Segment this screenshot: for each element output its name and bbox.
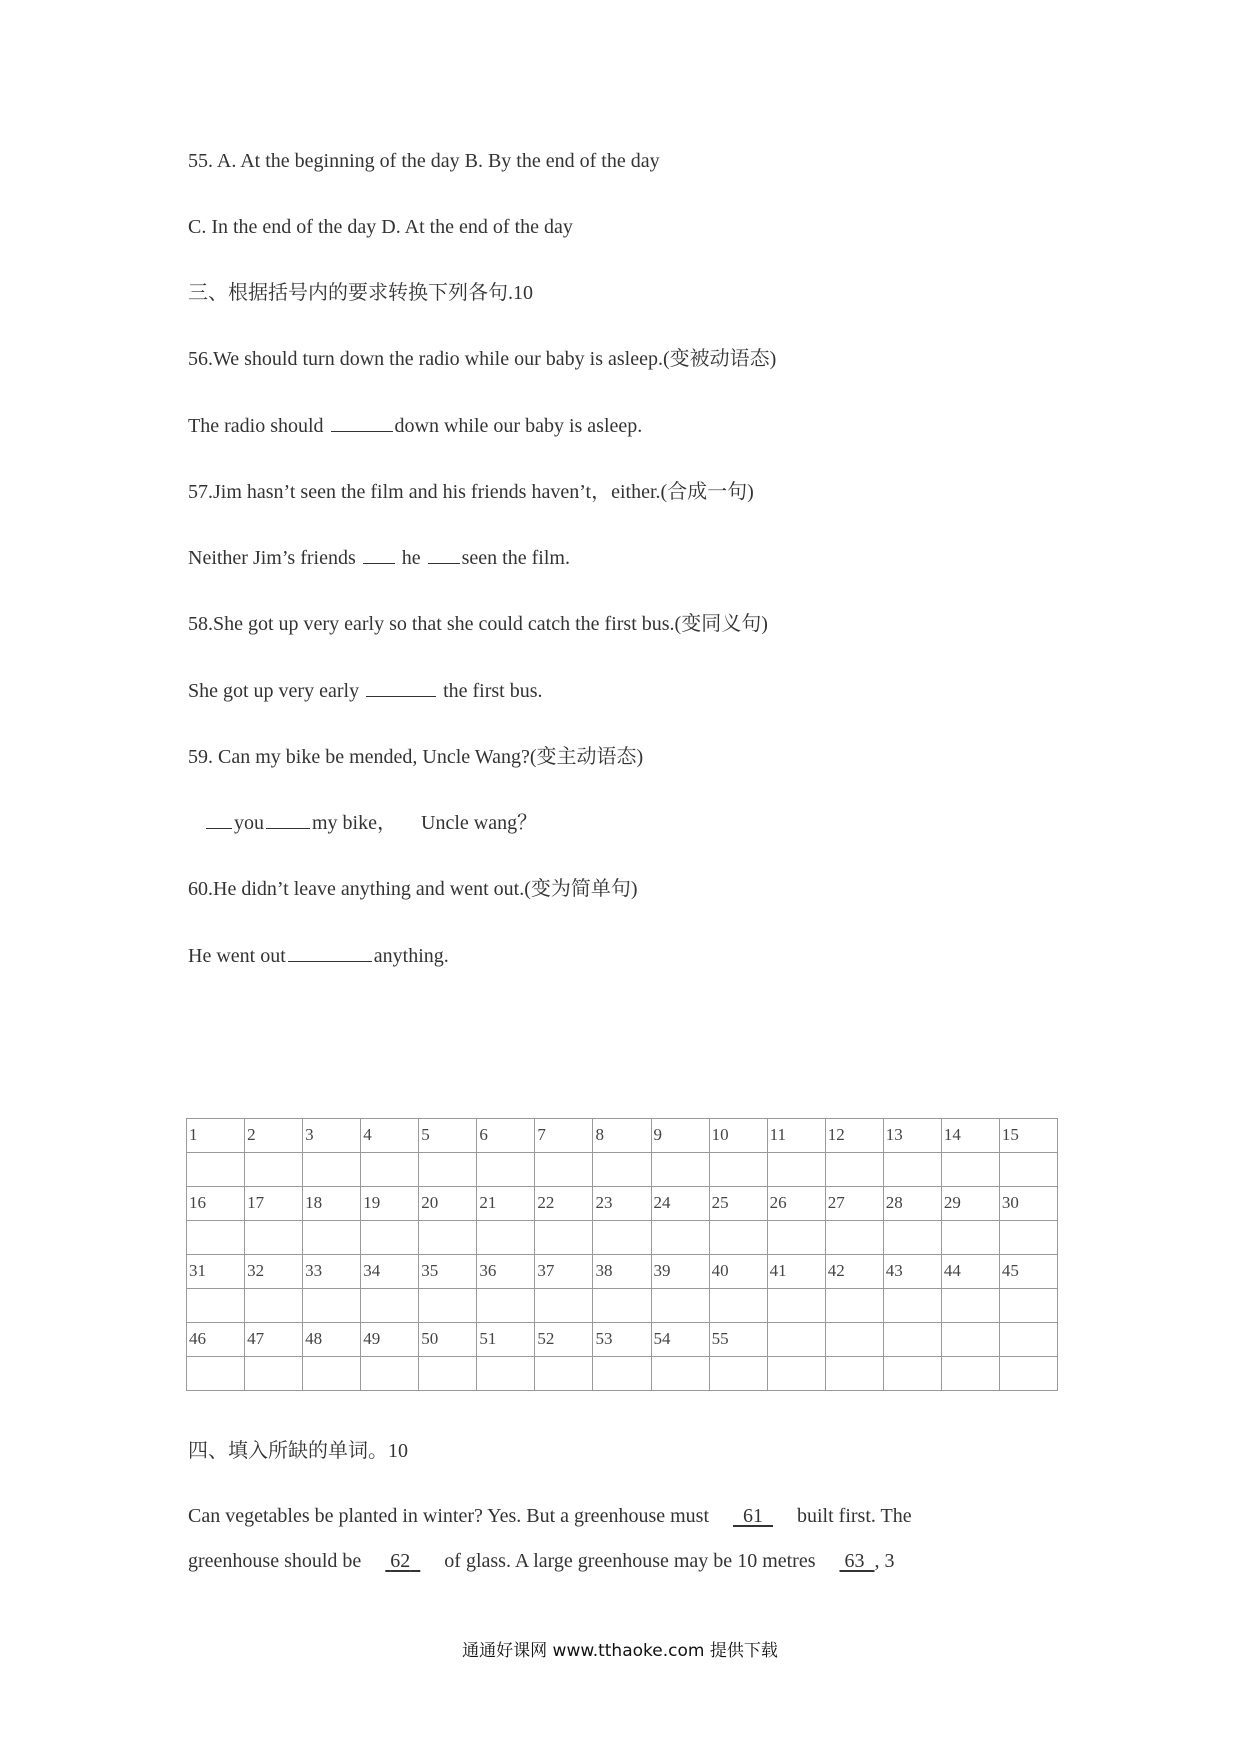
- q60-blank[interactable]: [288, 943, 372, 962]
- grid-number: 7: [537, 1125, 546, 1144]
- grid-number-cell: [941, 1119, 999, 1153]
- grid-number: [886, 1323, 941, 1329]
- passage-line2: [188, 1548, 895, 1574]
- grid-answer-cell[interactable]: [245, 1153, 303, 1187]
- q58-prompt: 58.She got up very early so that she could catch the first bus.(变同义句): [188, 613, 768, 635]
- grid-number-cell: [825, 1187, 883, 1221]
- grid-number-cell: [825, 1255, 883, 1289]
- grid-number: 31: [189, 1261, 206, 1280]
- grid-number-cell: [419, 1255, 477, 1289]
- grid-answer-cell[interactable]: [303, 1289, 361, 1323]
- grid-number: [1002, 1323, 1057, 1329]
- grid-number: 43: [885, 1261, 903, 1280]
- grid-answer-cell[interactable]: [593, 1357, 651, 1391]
- grid-answer-row: [187, 1153, 1058, 1187]
- grid-number-cell: [883, 1323, 941, 1357]
- grid-number: 54: [653, 1329, 671, 1348]
- grid-number: 32: [247, 1261, 265, 1280]
- grid-number-cell: [999, 1255, 1057, 1289]
- grid-answer-cell[interactable]: [651, 1289, 709, 1323]
- grid-number-cell: [999, 1119, 1057, 1153]
- passage-line2-b: of glass. A large greenhouse may be 10 metres: [444, 1550, 816, 1572]
- grid-answer-cell[interactable]: [361, 1289, 419, 1323]
- grid-answer-cell[interactable]: [419, 1221, 477, 1255]
- grid-answer-cell[interactable]: [477, 1153, 535, 1187]
- grid-number: 14: [943, 1125, 961, 1144]
- passage-line1: [188, 1503, 912, 1529]
- grid-number-cell: [593, 1119, 651, 1153]
- grid-number-cell: [999, 1323, 1057, 1357]
- grid-number-cell: [941, 1187, 999, 1221]
- q57-answer-pre: Neither Jim’s friends: [188, 547, 356, 569]
- grid-answer-cell[interactable]: [883, 1153, 941, 1187]
- grid-answer-cell[interactable]: [883, 1289, 941, 1323]
- grid-answer-cell[interactable]: [999, 1153, 1057, 1187]
- grid-number-cell: [361, 1119, 419, 1153]
- grid-answer-row: [187, 1221, 1058, 1255]
- q57-answer-post: seen the film.: [461, 547, 570, 569]
- grid-answer-cell[interactable]: [709, 1289, 767, 1323]
- grid-number-cell: [303, 1119, 361, 1153]
- grid-number: 45: [1001, 1261, 1019, 1280]
- blank-61[interactable]: [733, 1505, 773, 1527]
- grid-number: 41: [769, 1261, 787, 1280]
- grid-answer-cell[interactable]: [593, 1289, 651, 1323]
- grid-number-cell: [825, 1323, 883, 1357]
- q58-answer-post: the first bus.: [443, 680, 543, 702]
- grid-answer-cell[interactable]: [651, 1357, 709, 1391]
- q56-answer-pre: The radio should: [188, 415, 324, 437]
- grid-number-cell: [187, 1187, 245, 1221]
- grid-number-cell: [883, 1187, 941, 1221]
- grid-number-cell: [535, 1255, 593, 1289]
- grid-answer-cell[interactable]: [941, 1153, 999, 1187]
- grid-number: 50: [421, 1329, 439, 1348]
- q60-prompt: 60.He didn’t leave anything and went out.(变为简单句): [188, 878, 638, 900]
- grid-number: 44: [943, 1261, 961, 1280]
- grid-number-cell: [593, 1187, 651, 1221]
- grid-answer-cell[interactable]: [187, 1221, 245, 1255]
- grid-answer-cell[interactable]: [361, 1357, 419, 1391]
- grid-number-cell: [187, 1119, 245, 1153]
- blank-61-number: 61: [743, 1505, 763, 1527]
- grid-answer-cell[interactable]: [477, 1357, 535, 1391]
- grid-answer-cell[interactable]: [767, 1289, 825, 1323]
- passage-line1-a: Can vegetables be planted in winter? Yes. But a greenhouse must: [188, 1505, 709, 1527]
- q59-answer-word2: my bike，: [312, 812, 397, 834]
- grid-answer-cell[interactable]: [651, 1221, 709, 1255]
- grid-number: 18: [305, 1193, 323, 1212]
- q57-blank-2[interactable]: [428, 545, 460, 564]
- grid-number: 47: [247, 1329, 265, 1348]
- section3-title: 三、根据括号内的要求转换下列各句.10: [188, 282, 533, 304]
- grid-number-cell: [419, 1119, 477, 1153]
- grid-number: 52: [537, 1329, 555, 1348]
- grid-number: 15: [1001, 1125, 1019, 1144]
- grid-number-cell: [767, 1187, 825, 1221]
- grid-answer-cell[interactable]: [883, 1357, 941, 1391]
- grid-answer-cell[interactable]: [999, 1357, 1057, 1391]
- grid-number: 55: [711, 1329, 729, 1348]
- grid-answer-cell[interactable]: [651, 1153, 709, 1187]
- q59-answer-word3: Uncle wang？: [421, 812, 538, 834]
- grid-number-cell: [245, 1323, 303, 1357]
- q58-answer-line: [188, 678, 543, 704]
- grid-answer-cell[interactable]: [303, 1221, 361, 1255]
- grid-answer-cell[interactable]: [593, 1221, 651, 1255]
- grid-number-cell: [477, 1187, 535, 1221]
- grid-number-cell: [535, 1323, 593, 1357]
- grid-number-cell: [361, 1187, 419, 1221]
- grid-answer-cell[interactable]: [245, 1221, 303, 1255]
- grid-number-cell: [999, 1187, 1057, 1221]
- grid-answer-cell[interactable]: [941, 1221, 999, 1255]
- q60-answer-line: [188, 943, 449, 969]
- grid-number-cell: [477, 1255, 535, 1289]
- passage-line2-c: , 3: [874, 1550, 895, 1572]
- grid-number: 28: [885, 1193, 903, 1212]
- grid-number-cell: [477, 1323, 535, 1357]
- blank-63[interactable]: [840, 1550, 875, 1572]
- grid-answer-cell[interactable]: [999, 1221, 1057, 1255]
- q59-blank-1[interactable]: [206, 810, 232, 829]
- grid-number: 24: [653, 1193, 671, 1212]
- grid-number-cell: [303, 1255, 361, 1289]
- grid-number: 36: [479, 1261, 497, 1280]
- grid-number: 2: [247, 1125, 256, 1144]
- grid-number: 27: [827, 1193, 845, 1212]
- grid-number-row: [187, 1323, 1058, 1357]
- grid-answer-cell[interactable]: [303, 1357, 361, 1391]
- grid-number-cell: [477, 1119, 535, 1153]
- grid-number-cell: [883, 1119, 941, 1153]
- grid-number-cell: [535, 1119, 593, 1153]
- grid-answer-cell[interactable]: [535, 1153, 593, 1187]
- grid-answer-cell[interactable]: [361, 1221, 419, 1255]
- grid-number-cell: [245, 1255, 303, 1289]
- grid-number-cell: [651, 1255, 709, 1289]
- grid-number: 23: [595, 1193, 613, 1212]
- grid-answer-cell[interactable]: [477, 1289, 535, 1323]
- grid-number: 6: [479, 1125, 488, 1144]
- grid-number: 39: [653, 1261, 671, 1280]
- grid-number-cell: [767, 1119, 825, 1153]
- grid-number: [828, 1323, 883, 1329]
- grid-answer-row: [187, 1357, 1058, 1391]
- grid-number: 48: [305, 1329, 323, 1348]
- passage-line2-a: greenhouse should be: [188, 1550, 362, 1572]
- grid-number-cell: [593, 1255, 651, 1289]
- grid-number-cell: [941, 1255, 999, 1289]
- grid-answer-cell[interactable]: [303, 1153, 361, 1187]
- grid-number: 19: [363, 1193, 381, 1212]
- q57-answer-mid: he: [401, 547, 421, 569]
- q58-blank[interactable]: [366, 678, 436, 697]
- grid-answer-cell[interactable]: [825, 1357, 883, 1391]
- grid-answer-cell[interactable]: [361, 1153, 419, 1187]
- q56-answer-post: down while our baby is asleep.: [394, 415, 643, 437]
- grid-number: 25: [711, 1193, 729, 1212]
- grid-number: [770, 1323, 825, 1329]
- section4-title: 四、填入所缺的单词。10: [188, 1440, 408, 1462]
- grid-answer-cell[interactable]: [709, 1153, 767, 1187]
- grid-number: 37: [537, 1261, 555, 1280]
- grid-number-cell: [651, 1187, 709, 1221]
- grid-answer-cell[interactable]: [767, 1153, 825, 1187]
- grid-number-cell: [825, 1119, 883, 1153]
- grid-answer-cell[interactable]: [535, 1289, 593, 1323]
- grid-number-cell: [361, 1255, 419, 1289]
- grid-number-cell: [767, 1255, 825, 1289]
- grid-answer-cell[interactable]: [883, 1221, 941, 1255]
- grid-answer-cell[interactable]: [593, 1153, 651, 1187]
- grid-number-row: [187, 1119, 1058, 1153]
- answer-grid: [186, 1118, 1058, 1391]
- grid-answer-row: [187, 1289, 1058, 1323]
- grid-number-cell: [187, 1323, 245, 1357]
- grid-number: 12: [827, 1125, 845, 1144]
- grid-number: 8: [595, 1125, 604, 1144]
- grid-number: 33: [305, 1261, 323, 1280]
- grid-answer-cell[interactable]: [419, 1357, 477, 1391]
- grid-number: 49: [363, 1329, 381, 1348]
- grid-number-cell: [709, 1323, 767, 1357]
- grid-answer-cell[interactable]: [941, 1357, 999, 1391]
- grid-number: 10: [711, 1125, 729, 1144]
- q59-prompt: 59. Can my bike be mended, Uncle Wang?(变主动语态): [188, 746, 644, 768]
- grid-number-cell: [245, 1119, 303, 1153]
- grid-number-cell: [535, 1187, 593, 1221]
- grid-answer-cell[interactable]: [535, 1221, 593, 1255]
- grid-answer-cell[interactable]: [767, 1357, 825, 1391]
- grid-number: 16: [189, 1193, 206, 1212]
- grid-number: 3: [305, 1125, 314, 1144]
- grid-number-cell: [709, 1119, 767, 1153]
- q56-prompt: 56.We should turn down the radio while our baby is asleep.(变被动语态): [188, 348, 777, 370]
- grid-number-cell: [651, 1119, 709, 1153]
- grid-number-cell: [303, 1187, 361, 1221]
- grid-answer-cell[interactable]: [825, 1289, 883, 1323]
- grid-number-cell: [419, 1323, 477, 1357]
- q57-blank-1[interactable]: [363, 545, 395, 564]
- blank-62[interactable]: [385, 1550, 420, 1572]
- passage-line1-b: built first. The: [797, 1505, 912, 1527]
- q55-options-line2: C. In the end of the day D. At the end of the day: [188, 216, 573, 238]
- q59-answer-line: [204, 810, 537, 836]
- grid-number: 11: [769, 1125, 786, 1144]
- q60-answer-pre: He went out: [188, 945, 286, 967]
- grid-number: 17: [247, 1193, 265, 1212]
- grid-answer-cell[interactable]: [187, 1289, 245, 1323]
- grid-number: 51: [479, 1329, 497, 1348]
- q59-blank-2[interactable]: [266, 810, 310, 829]
- blank-63-number: 63: [844, 1550, 865, 1572]
- grid-number: 29: [943, 1193, 961, 1212]
- q59-answer-word1: you: [234, 812, 264, 834]
- grid-number-cell: [767, 1323, 825, 1357]
- grid-answer-cell[interactable]: [419, 1153, 477, 1187]
- grid-answer-cell[interactable]: [941, 1289, 999, 1323]
- grid-answer-cell[interactable]: [767, 1221, 825, 1255]
- q58-answer-pre: She got up very early: [188, 680, 360, 702]
- grid-number: 22: [537, 1193, 555, 1212]
- grid-number: 34: [363, 1261, 381, 1280]
- grid-answer-cell[interactable]: [999, 1289, 1057, 1323]
- grid-answer-cell[interactable]: [245, 1289, 303, 1323]
- grid-number-cell: [709, 1187, 767, 1221]
- grid-number-cell: [941, 1323, 999, 1357]
- grid-number: 5: [421, 1125, 430, 1144]
- grid-number: 13: [885, 1125, 903, 1144]
- grid-number: 38: [595, 1261, 613, 1280]
- grid-number: [944, 1323, 999, 1329]
- blank-62-number: 62: [390, 1550, 411, 1572]
- grid-number-cell: [709, 1255, 767, 1289]
- footer-download-note: 通通好课网 www.tthaoke.com 提供下载: [462, 1641, 778, 1661]
- grid-number-cell: [593, 1323, 651, 1357]
- q55-options-line1: 55. A. At the beginning of the day B. By the end of the day: [188, 150, 660, 172]
- grid-number: 40: [711, 1261, 729, 1280]
- grid-number-cell: [245, 1187, 303, 1221]
- grid-number-cell: [361, 1323, 419, 1357]
- grid-number: 4: [363, 1125, 372, 1144]
- grid-number-cell: [419, 1187, 477, 1221]
- grid-answer-cell[interactable]: [825, 1221, 883, 1255]
- grid-number: 26: [769, 1193, 787, 1212]
- grid-number: 1: [189, 1125, 198, 1144]
- grid-number-cell: [651, 1323, 709, 1357]
- grid-number-row: [187, 1255, 1058, 1289]
- q56-answer-line: [188, 413, 642, 439]
- q57-prompt: 57.Jim hasn’t seen the film and his friends haven’t，either.(合成一句): [188, 481, 754, 503]
- grid-answer-cell[interactable]: [535, 1357, 593, 1391]
- grid-number: 20: [421, 1193, 439, 1212]
- q56-blank[interactable]: [331, 413, 393, 432]
- grid-answer-cell[interactable]: [825, 1153, 883, 1187]
- grid-number: 42: [827, 1261, 845, 1280]
- q60-answer-post: anything.: [373, 945, 449, 967]
- grid-answer-cell[interactable]: [245, 1357, 303, 1391]
- grid-number-cell: [883, 1255, 941, 1289]
- grid-number: 46: [189, 1329, 206, 1348]
- grid-answer-cell[interactable]: [477, 1221, 535, 1255]
- grid-answer-cell[interactable]: [187, 1153, 245, 1187]
- grid-answer-cell[interactable]: [419, 1289, 477, 1323]
- grid-number: 53: [595, 1329, 613, 1348]
- grid-number: 9: [653, 1125, 662, 1144]
- grid-number-cell: [187, 1255, 245, 1289]
- grid-answer-cell[interactable]: [709, 1221, 767, 1255]
- grid-number: 35: [421, 1261, 439, 1280]
- grid-number: 21: [479, 1193, 497, 1212]
- grid-answer-cell[interactable]: [709, 1357, 767, 1391]
- grid-number-cell: [303, 1323, 361, 1357]
- grid-answer-cell[interactable]: [187, 1357, 245, 1391]
- grid-number: 30: [1001, 1193, 1019, 1212]
- grid-number-row: [187, 1187, 1058, 1221]
- q57-answer-line: [188, 545, 570, 571]
